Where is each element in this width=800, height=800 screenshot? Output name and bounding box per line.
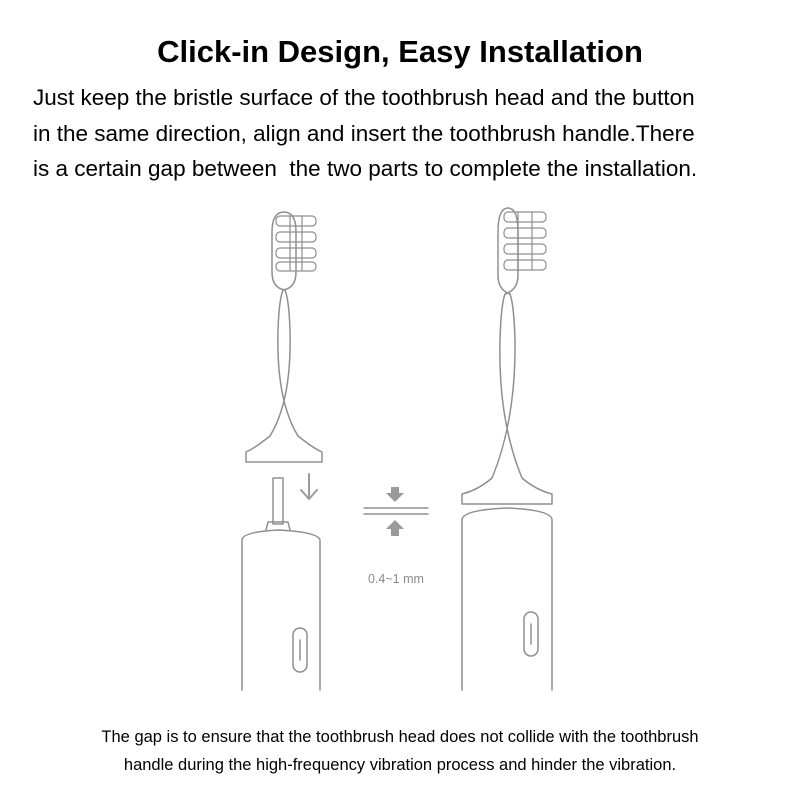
footnote-line-2: handle during the high-frequency vibration process and hinder the vibration. xyxy=(123,756,677,774)
down-arrow-icon-gap xyxy=(386,487,404,502)
assembled-toothbrush xyxy=(462,208,552,690)
intro-line-2: in the same direction, align and insert the toothbrush handle.There xyxy=(33,120,695,146)
installation-diagram xyxy=(0,195,800,705)
brush-head-outline-left xyxy=(246,212,322,462)
handle-outline-left xyxy=(242,530,320,690)
shaft-base xyxy=(266,522,290,530)
bristles-right xyxy=(504,212,546,270)
handle-left xyxy=(242,478,320,690)
gap-indicator xyxy=(364,487,428,536)
intro-line-3: is a certain gap between the two parts to complete the installation. xyxy=(33,156,698,181)
shaft xyxy=(273,478,283,524)
up-arrow-icon-gap xyxy=(386,520,404,536)
brush-head-outline-right xyxy=(462,208,552,504)
brush-head-detached xyxy=(246,212,322,462)
footnote-text xyxy=(0,723,800,779)
down-arrow-icon xyxy=(301,474,317,499)
intro-text xyxy=(33,80,773,187)
intro-line-1: Just keep the bristle surface of the toothbrush head and the button xyxy=(33,85,695,110)
gap-measurement-label: 0.4~1 mm xyxy=(368,572,424,586)
handle-outline-right xyxy=(462,508,552,690)
page-title: Click-in Design, Easy Installation xyxy=(157,34,643,69)
footnote-line-1: The gap is to ensure that the toothbrush head does not collide with the toothbrush xyxy=(101,728,699,746)
